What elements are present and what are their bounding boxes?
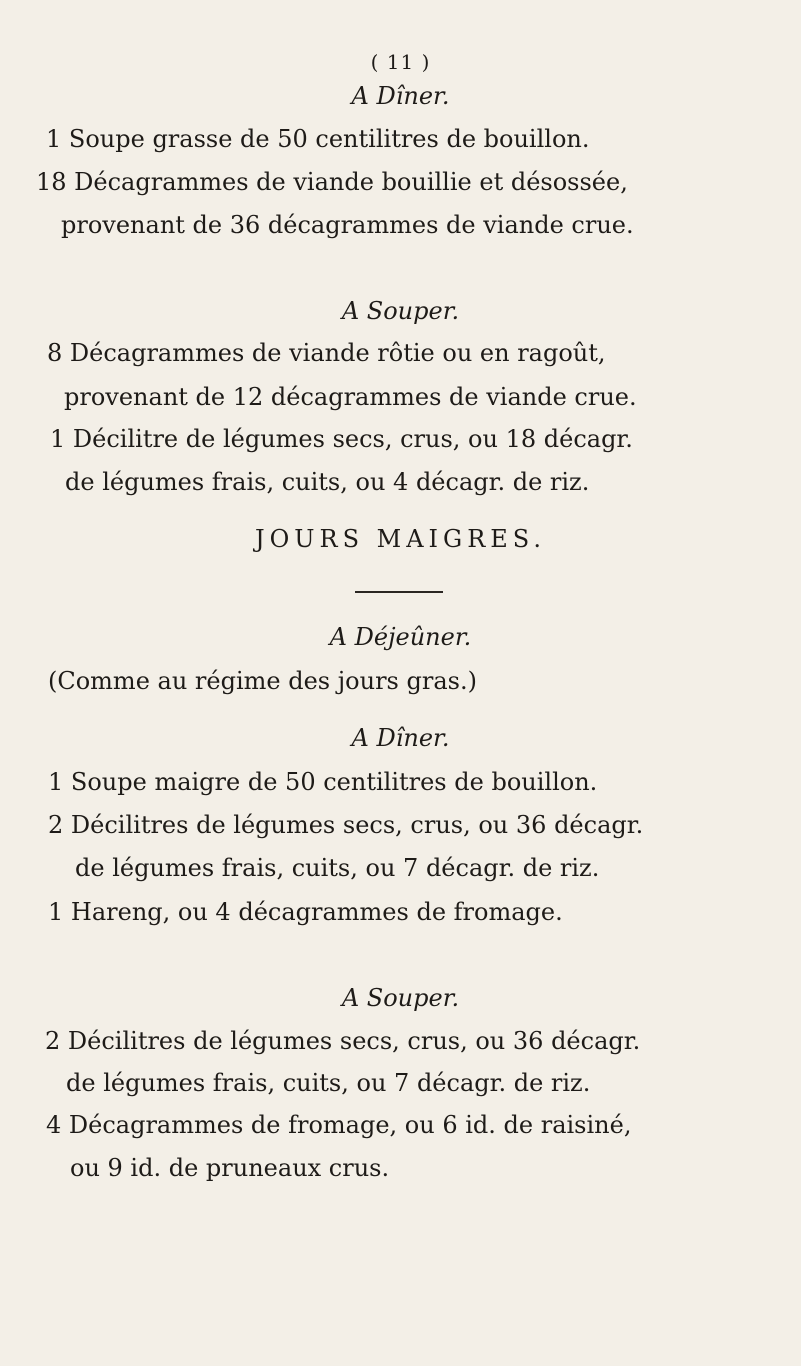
- text-line: 2 Décilitres de légumes secs, crus, ou 36 décagr.: [45, 1027, 641, 1055]
- text-line: 4 Décagrammes de fromage, ou 6 id. de raisiné,: [46, 1111, 632, 1139]
- text-line: de légumes frais, cuits, ou 7 décagr. de riz.: [75, 854, 600, 882]
- text-line: 1 Hareng, ou 4 décagrammes de fromage.: [48, 898, 563, 926]
- text-line: 2 Décilitres de légumes secs, crus, ou 36 décagr.: [48, 811, 644, 839]
- text-line: 1 Décilitre de légumes secs, crus, ou 18 décagr.: [50, 425, 633, 453]
- section-title-dejeuner: A Déjeûner.: [329, 623, 472, 651]
- text-line: 1 Soupe grasse de 50 centilitres de bouillon.: [46, 125, 590, 153]
- text-line: provenant de 36 décagrammes de viande crue.: [61, 211, 634, 239]
- text-line: (Comme au régime des jours gras.): [48, 667, 477, 695]
- text-line: 18 Décagrammes de viande bouillie et désossée,: [36, 168, 628, 196]
- section-title-diner-gras: A Dîner.: [351, 82, 450, 110]
- divider-rule: [355, 591, 443, 593]
- text-line: de légumes frais, cuits, ou 4 décagr. de riz.: [65, 468, 590, 496]
- page-number: ( 11 ): [370, 50, 431, 74]
- section-title-jours-maigres: JOURS MAIGRES.: [254, 525, 547, 553]
- text-line: ou 9 id. de pruneaux crus.: [70, 1154, 390, 1182]
- text-line: 1 Soupe maigre de 50 centilitres de bouillon.: [48, 768, 598, 796]
- text-line: 8 Décagrammes de viande rôtie ou en ragoût,: [47, 339, 606, 367]
- section-title-diner-maigre: A Dîner.: [351, 724, 450, 752]
- section-title-souper-gras: A Souper.: [341, 297, 460, 325]
- section-title-souper-maigre: A Souper.: [341, 984, 460, 1012]
- text-line: provenant de 12 décagrammes de viande crue.: [64, 383, 637, 411]
- text-line: de légumes frais, cuits, ou 7 décagr. de riz.: [66, 1069, 591, 1097]
